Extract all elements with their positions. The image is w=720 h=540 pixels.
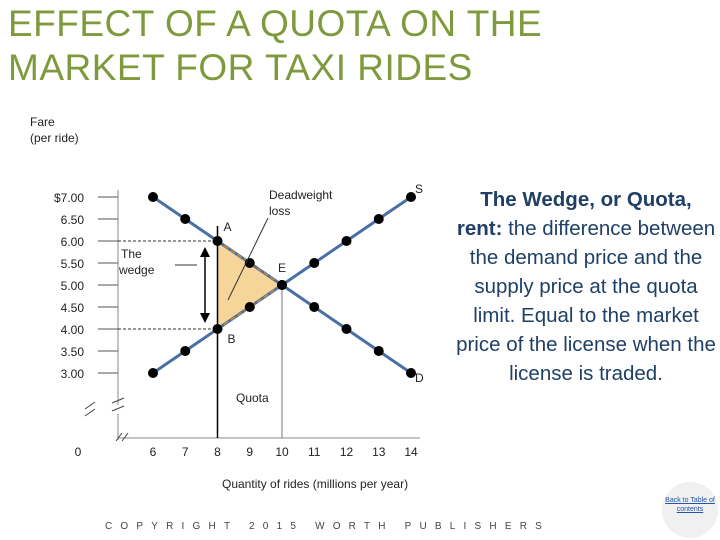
demand-point (148, 192, 158, 202)
supply-curve-label: S (415, 182, 424, 196)
supply-point (148, 368, 158, 378)
deadweight-label-line-1: Deadweight (269, 188, 333, 202)
y-axis-label-line-1: Fare (30, 115, 55, 129)
point-a-label: A (223, 220, 232, 234)
supply-point (374, 214, 384, 224)
y-tick-label: 4.50 (60, 301, 84, 315)
wedge-arrow-head-down (200, 313, 210, 323)
y-tick-label: $7.00 (53, 191, 84, 205)
point-e-label: E (278, 261, 287, 275)
quota-rent-explanation (456, 185, 716, 388)
x-axis-label: Quantity of rides (millions per year) (222, 477, 409, 491)
point-b-label: B (227, 332, 236, 346)
deadweight-loss-area (218, 241, 283, 329)
x-tick-label: 6 (149, 445, 157, 459)
y-tick-label: 6.50 (60, 213, 84, 227)
title-line-1: EFFECT OF A QUOTA ON THE (8, 3, 543, 44)
back-to-contents-button[interactable] (662, 482, 718, 538)
supply-point (213, 324, 223, 334)
demand-point (342, 324, 352, 334)
demand-point (180, 214, 190, 224)
x-axis-break-mark (116, 433, 122, 441)
deadweight-label-line-2: loss (269, 204, 291, 218)
quota-rent-body: the difference between the demand price and the supply price at the quota limit. Equal to the market price of the license when the license is traded. (456, 217, 716, 385)
y-tick-label: 4.00 (60, 323, 84, 337)
x-tick-label: 9 (246, 445, 254, 459)
supply-point (309, 258, 319, 268)
demand-point (309, 302, 319, 312)
y-axis-break-mark (85, 409, 95, 416)
supply-point (180, 346, 190, 356)
wedge-label-line-2: wedge (119, 263, 155, 277)
quota-rent-heading: The Wedge, or Quota, rent: (456, 188, 692, 240)
x-tick-label: 11 (308, 445, 321, 459)
demand-curve-label: D (415, 371, 424, 385)
supply-point (245, 302, 255, 312)
x-tick-label: 8 (214, 445, 221, 459)
supply-point (342, 236, 352, 246)
y-tick-label: 6.00 (60, 235, 84, 249)
supply-point (277, 280, 287, 290)
y-tick-label: 5.50 (60, 257, 84, 271)
y-axis-break-mark (85, 402, 95, 409)
x-axis-break-mark (122, 433, 128, 441)
demand-point (374, 346, 384, 356)
x-tick-label: 7 (181, 445, 189, 459)
x-tick-label: 13 (372, 445, 386, 459)
quota-label: Quota (236, 391, 269, 405)
wedge-arrow-head-up (200, 247, 210, 257)
demand-point (213, 236, 223, 246)
x-tick-label: 14 (404, 445, 418, 459)
x-tick-label: 10 (275, 445, 289, 459)
x-tick-label: 0 (74, 445, 82, 459)
copyright-footer: COPYRIGHT 2015 WORTH PUBLISHERS (105, 521, 550, 532)
y-axis-break-mark (112, 406, 124, 411)
title-line-2: MARKET FOR TAXI RIDES (8, 47, 473, 88)
y-tick-label: 3.50 (60, 345, 84, 359)
y-tick-label: 3.00 (60, 367, 84, 381)
y-axis-label-line-2: (per ride) (30, 131, 79, 145)
back-to-contents-link[interactable]: Back to Table of contents (665, 497, 715, 513)
y-tick-label: 5.00 (60, 279, 84, 293)
x-tick-label: 12 (339, 445, 354, 459)
wedge-label-line-1: The (121, 247, 142, 261)
